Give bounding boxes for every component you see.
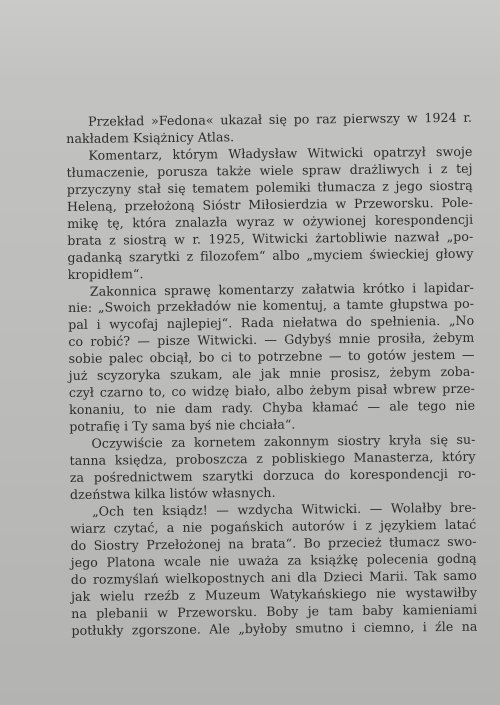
text-line: konaniu, to nie dam rady. Chyba kłamać — ale tego nie bbox=[69, 397, 476, 418]
text-line: tanna księdza, proboszcza z pobliskiego Manasterza, który bbox=[69, 448, 476, 469]
text-line: do Siostry Przełożonej na brata“. Bo przecież tłumacz swo- bbox=[70, 533, 477, 553]
body-text bbox=[66, 110, 477, 640]
text-line: do rozmyślań wielkopostnych ani dla Dzieci Marii. Tak samo bbox=[70, 567, 477, 587]
text-line: potłukły zgorszone. Ale „byłoby smutno i ciemno, i źle na bbox=[71, 618, 478, 638]
page-lighting bbox=[0, 0, 500, 80]
text-line: sobie palec obciął, bo ci to potrzebne — to gotów jestem — bbox=[68, 347, 475, 367]
text-line: kropidłem“. bbox=[67, 265, 144, 282]
text-line: Zakonnica sprawę komentarzy załatwia krótko i lapidar- bbox=[89, 279, 474, 299]
text-line: „Och ten ksiądz! — wzdycha Witwicki. — Wolałby bre- bbox=[92, 499, 477, 519]
text-line: nie: „Swoich przekładów nie komentuj, a tamte głupstwa po- bbox=[67, 296, 475, 316]
text-line: czył czarno to, co widzę biało, albo żebym pisał wbrew prze- bbox=[68, 380, 475, 401]
text-line: Przekład »Fedona« ukazał się po raz pierwszy w 1924 r. bbox=[87, 109, 473, 129]
text-line: jego Platona wcale nie uważa za książkę polecenia godną bbox=[70, 550, 477, 570]
text-line: mikę tę, która znalazła wyraz w ożywionej korespondencji bbox=[67, 211, 474, 231]
text-line: potrafię i Ty sama byś nie chciała“. bbox=[69, 416, 296, 435]
text-line: przyczyny stał się tematem polemiki tłumacza z jego siostrą bbox=[66, 177, 473, 197]
text-line: Heleną, przełożoną Sióstr Miłosierdzia w Przeworsku. Pole- bbox=[66, 194, 474, 214]
text-line: już scyzoryka szukam, ale jak mnie prosisz, żebym zoba- bbox=[68, 364, 475, 384]
text-line: wiarz czytać, a nie pogańskich autorów i z językiem latać bbox=[70, 516, 477, 536]
text-line: Oczywiście za kornetem zakonnym siostry kryła się su- bbox=[91, 431, 476, 451]
text-line: Komentarz, którym Władysław Witwicki opatrzył swoje bbox=[88, 143, 473, 163]
text-line: brata z siostrą w r. 1925, Witwicki żartobliwie nazwał „po- bbox=[67, 228, 474, 248]
text-line: za pośrednictwem szarytki dorzuca do korespondencji ro- bbox=[69, 465, 476, 485]
text-line: pal i wycofaj najlepiej“. Rada niełatwa do spełnienia. „No bbox=[68, 313, 475, 333]
text-line: nakładem Książnicy Atlas. bbox=[66, 129, 235, 146]
text-line: tłumaczenie, porusza także wiele spraw drażliwych i z tej bbox=[66, 160, 473, 180]
text-line: na plebanii w Przeworsku. Boby je tam baby kamieniami bbox=[71, 601, 478, 621]
text-line: dzeństwa kilka listów własnych. bbox=[69, 484, 276, 502]
text-line: gadanką szarytki z filozofem“ albo „myciem świeckiej głowy bbox=[67, 245, 474, 265]
text-line: jak wielu rzeźb z Muzeum Watykańskiego nie wystawiłby bbox=[70, 584, 478, 604]
text-line: co robić? — pisze Witwicki. — Gdybyś mnie prosiła, żebym bbox=[68, 330, 475, 350]
